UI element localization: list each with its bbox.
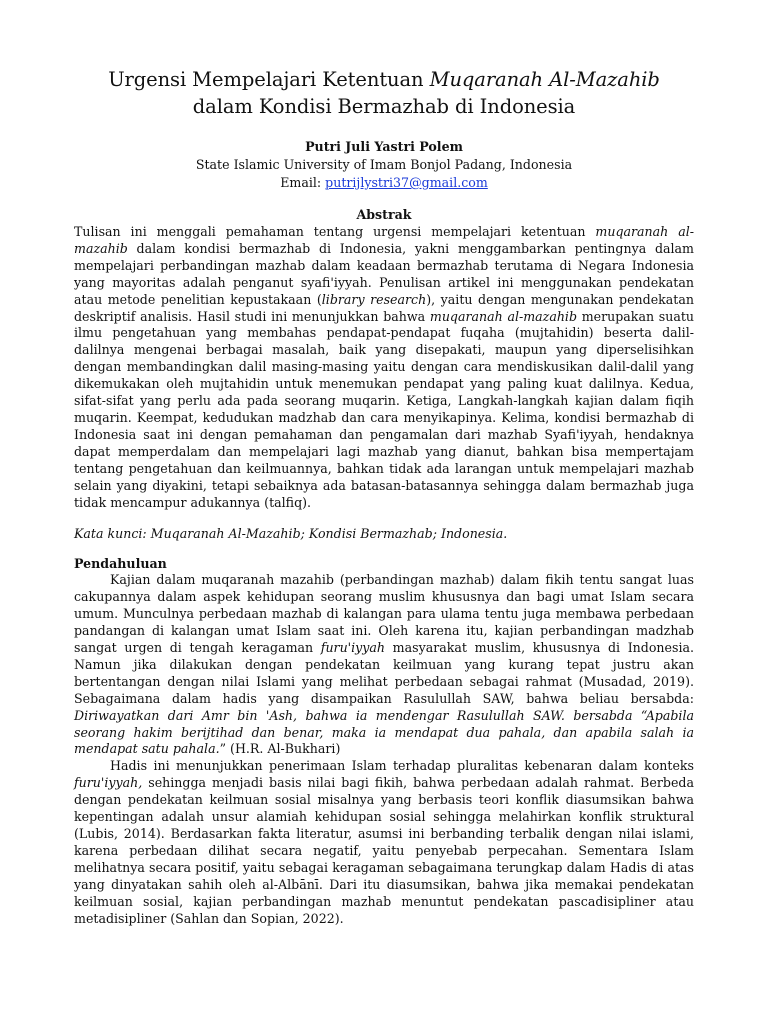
intro-paragraph-1: [74, 572, 694, 758]
abstract-span: ), yaitu dengan mengunakan pendekatan deskriptif analisis. Hasil studi ini menunjukkan bahwa: [74, 291, 694, 324]
body-italic: furu'iyyah: [320, 640, 386, 656]
body-span: ” (H.R. Al-Bukhari): [219, 741, 341, 757]
author-name: Putri Juli Yastri Polem: [305, 139, 463, 154]
abstract-span: dalam kondisi bermazhab di Indonesia, yakni menggambarkan pentingnya dalam mempelajari perbandingan mazhab dalam keadaan bermazhab terutama di Negara Indonesia yang mayoritas adalah penganut syafi'iyyah. Penulisan artikel ini menggunakan pendekatan atau metode penelitian kepustakaan (: [74, 240, 694, 307]
body-italic: furu'iyyah,: [74, 775, 143, 791]
email-line: [74, 174, 694, 192]
email-link[interactable]: putrijlystri37@gmail.com: [325, 175, 488, 190]
title-italic-term: Muqaranah Al-Mazahib: [429, 68, 660, 91]
paper-title: [74, 66, 694, 120]
abstract-italic: muqaranah al-mazahib: [74, 224, 694, 256]
body-span: masyarakat muslim, khususnya di Indonesia. Namun jika dilakukan dengan pendekatan keilmuan yang kurang tepat justru akan bertentangan dengan nilai Islami yang melihat perbedaan sebagai rahmat (Musadad, 2019). Sebagaimana dalam hadis yang disampaikan Rasulullah SAW, bahwa beliau bersabda:: [74, 640, 694, 706]
body-span: sehingga menjadi basis nilai bagi fikih, bahwa perbedaan adalah rahmat. Berbeda dengan pendekatan keilmuan sosial misalnya yang berbasis teori konflik diasumsikan bahwa kepentingan adalah unsur alamiah kehidupan sosial sehingga melahirkan konflik struktural (Lubis, 2014). Berdasarkan fakta literatur, asumsi ini berbanding terbalik dengan nilai islami, karena perbedaan dilihat secara negatif, yaitu penyebab perpecahan. Sementara Islam melihatnya secara positif, yaitu sebagai keragaman sebagaimana terungkap dalam Hadis di atas yang dinyatakan sahih oleh al-Albānī. Dari itu diasumsikan, bahwa jika memakai pendekatan keilmuan sosial, kajian perbandingan mazhab menuntut pendekatan pascadisipliner atau metadisipliner (Sahlan dan Sopian, 2022).: [74, 775, 694, 926]
intro-paragraph-2: [74, 758, 694, 927]
abstract-heading: Abstrak: [356, 207, 412, 222]
author-block: [74, 138, 694, 192]
affiliation: State Islamic University of Imam Bonjol Padang, Indonesia: [195, 157, 573, 172]
abstract-italic: muqaranah al-mazahib: [429, 308, 578, 324]
abstract-text: [74, 224, 694, 511]
body-span: Hadis ini menunjukkan penerimaan Islam terhadap pluralitas kebenaran dalam konteks: [110, 758, 694, 774]
email-label: Email:: [280, 175, 326, 190]
hadith-quote: Diriwayatkan dari Amr bin 'Ash, bahwa ia mendengar Rasulullah SAW. bersabda “Apabila seorang hakim berijtihad dan benar, maka ia mendapat dua pahala, dan apabila salah ia mendapat satu pahala.: [74, 707, 694, 757]
abstract-span: merupakan suatu ilmu pengetahuan yang membahas pendapat-pendapat fuqaha (mujtahidin) beserta dalil-dalilnya mengenai berbagai masalah, baik yang disepakati, maupun yang diperselisihkan dengan membandingkan dalil masing-masing yaitu dengan cara mendiskusikan dalil-dalil yang dikemukakan oleh mujtahidin untuk menemukan pendapat yang paling kuat dalilnya. Kedua, sifat-sifat yang perlu ada pada seorang muqarin. Ketiga, Langkah-langkah kajian dalam fiqih muqarin. Keempat, kedudukan madzhab dan cara menyikapinya. Kelima, kondisi bermazhab di Indonesia saat ini dengan pemahaman dan pengamalan dari mazhab Syafi'iyyah, hendaknya dapat memperdalam dan mempelajari lagi mazhab yang dianut, bahkan bisa mempertajam tentang pengetahuan dan keilmuannya, bahkan tidak ada larangan untuk mempelajari mazhab selain yang diyakini, tetapi sebaiknya ada batasan-batasannya sehingga dalam bermazhab juga tidak mencampur adukannya (talfiq).: [74, 308, 694, 510]
body-span: Kajian dalam muqaranah mazahib (perbandingan mazhab) dalam fikih tentu sangat luas cakupannya dalam aspek kehidupan seorang muslim khususnya dan bagi umat Islam secara umum. Munculnya perbedaan mazhab di kalangan para ulama tentu juga membawa perbedaan pandangan di kalangan umat Islam saat ini. Oleh karena itu, kajian perbandingan madzhab sangat urgen di tengah keragaman: [74, 572, 694, 656]
abstract-span: Tulisan ini menggali pemahaman tentang urgensi mempelajari ketentuan: [74, 224, 596, 239]
paper-page: [74, 66, 694, 927]
title-part-2: dalam Kondisi Bermazhab di Indonesia: [192, 95, 576, 118]
abstract-italic: library research: [321, 291, 427, 307]
keywords: Kata kunci: Muqaranah Al-Mazahib; Kondisi Bermazhab; Indonesia.: [74, 526, 508, 542]
section-heading-pendahuluan: Pendahuluan: [74, 556, 167, 572]
title-part-1: Urgensi Mempelajari Ketentuan: [108, 68, 430, 91]
